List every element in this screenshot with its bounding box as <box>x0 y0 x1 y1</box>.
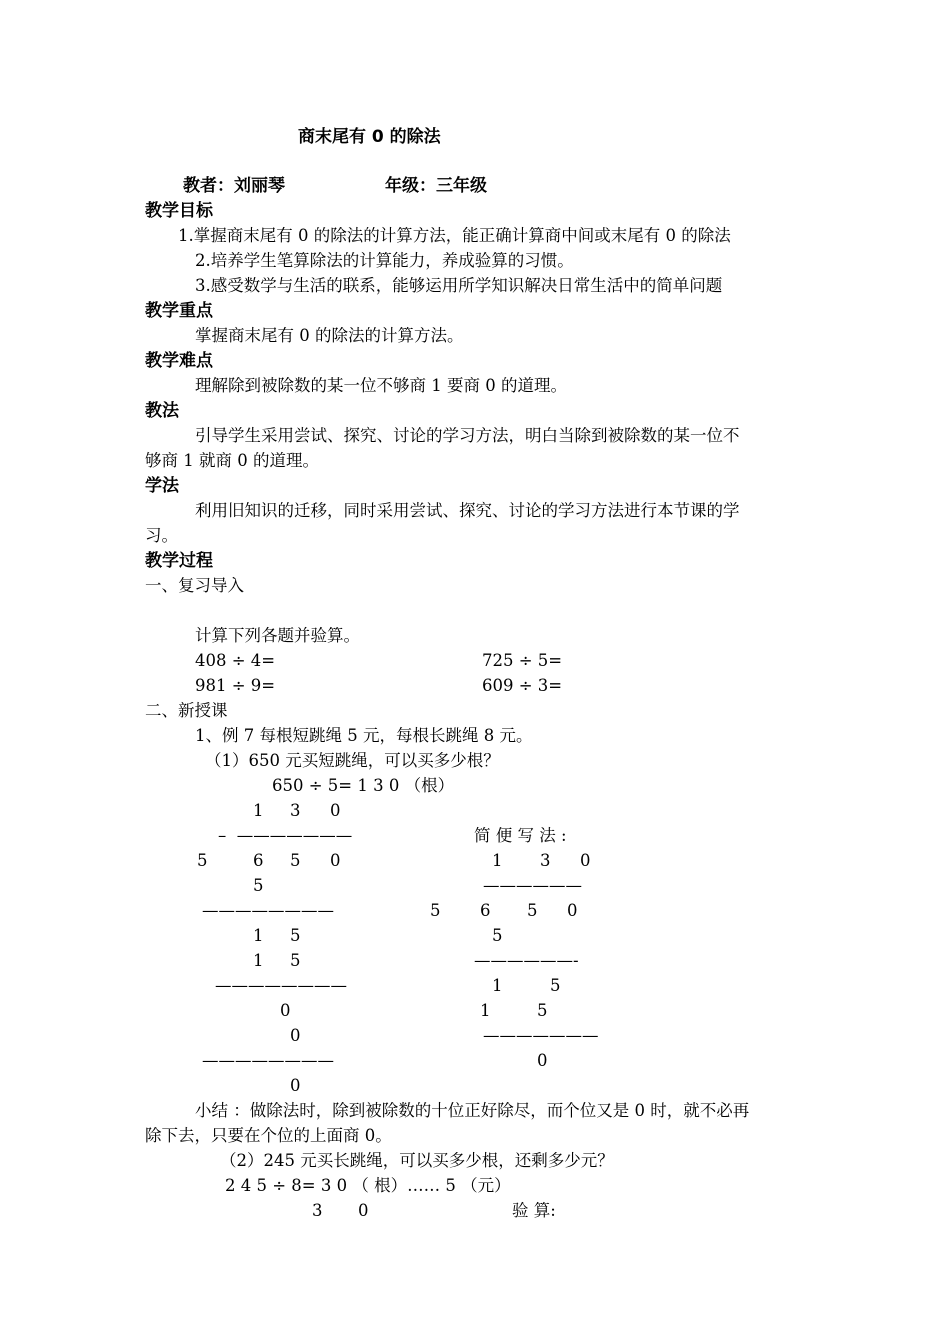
ld-bracket-line: – ——————— <box>218 826 353 845</box>
page-title: 商末尾有 0 的除法 <box>298 127 441 147</box>
ld-dividend-digit: 5 <box>290 851 301 870</box>
key-text: 掌握商末尾有 0 的除法的计算方法。 <box>195 326 464 345</box>
goals-heading: 教学目标 <box>145 201 213 221</box>
grade-label: 年级：三年级 <box>385 176 487 196</box>
ld-dividend-digit: 0 <box>330 851 341 870</box>
q2-quotient-digit: 0 <box>358 1201 369 1220</box>
sd-step: 0 <box>537 1051 548 1070</box>
goal-item-1: 1.掌握商末尾有 0 的除法的计算方法，能正确计算商中间或末尾有 0 的除法 <box>178 226 731 245</box>
exercise-1: 408 ÷ 4= <box>195 651 276 670</box>
teacher-name: 教者：刘丽琴 <box>183 176 285 196</box>
difficulty-heading: 教学难点 <box>145 351 213 371</box>
sd-bracket-line: —————— <box>483 876 582 895</box>
sd-quotient-digit: 0 <box>580 851 591 870</box>
ld-step: 0 <box>290 1076 301 1095</box>
summary-line2: 除下去，只要在个位的上面商 0。 <box>145 1126 392 1145</box>
q2-quotient-digit: 3 <box>312 1201 323 1220</box>
ld-divisor: 5 <box>197 851 208 870</box>
question-1-equation: 650 ÷ 5= 1 3 0 （根） <box>272 776 455 795</box>
sd-quotient-digit: 3 <box>540 851 551 870</box>
section-review-heading: 一、复习导入 <box>145 576 244 595</box>
sd-rule: ——————- <box>474 951 579 970</box>
exercise-3: 981 ÷ 9= <box>195 676 276 695</box>
exercise-4: 609 ÷ 3= <box>482 676 563 695</box>
ld-step: 1 <box>253 926 264 945</box>
ld-dividend-digit: 6 <box>253 851 264 870</box>
ld-rule: ———————— <box>202 901 334 920</box>
ld-quotient-digit: 1 <box>253 801 264 820</box>
learning-method-line1: 利用旧知识的迁移，同时采用尝试、探究、讨论的学习方法进行本节课的学 <box>195 501 740 520</box>
sd-step: 5 <box>537 1001 548 1020</box>
ld-step: 5 <box>290 926 301 945</box>
ld-quotient-digit: 0 <box>330 801 341 820</box>
teaching-method-heading: 教法 <box>145 401 179 421</box>
simple-method-label: 简 便 写 法 : <box>474 826 567 845</box>
key-heading: 教学重点 <box>145 301 213 321</box>
sd-dividend-digit: 0 <box>567 901 578 920</box>
sd-dividend-digit: 5 <box>527 901 538 920</box>
sd-rule: ——————— <box>483 1026 599 1045</box>
sd-step: 5 <box>492 926 503 945</box>
review-intro: 计算下列各题并验算。 <box>195 626 360 645</box>
ld-rule: ———————— <box>215 976 347 995</box>
exercise-2: 725 ÷ 5= <box>482 651 563 670</box>
ld-rule: ———————— <box>202 1051 334 1070</box>
learning-method-heading: 学法 <box>145 476 179 496</box>
ld-step: 0 <box>280 1001 291 1020</box>
sd-step: 5 <box>550 976 561 995</box>
example-7: 1、例 7 每根短跳绳 5 元，每根长跳绳 8 元。 <box>195 726 533 745</box>
goal-item-3: 3.感受数学与生活的联系，能够运用所学知识解决日常生活中的简单问题 <box>195 276 723 295</box>
sd-quotient-digit: 1 <box>492 851 503 870</box>
question-1: （1）650 元买短跳绳，可以买多少根？ <box>205 751 500 770</box>
sd-step: 1 <box>492 976 503 995</box>
question-2: （2）245 元买长跳绳，可以买多少根，还剩多少元？ <box>220 1151 614 1170</box>
summary-line1: 小结 ：做除法时，除到被除数的十位正好除尽，而个位又是 0 时，就不必再 <box>195 1101 750 1120</box>
question-2-equation: 2 4 5 ÷ 8= 3 0 （ 根）…… 5 （元） <box>225 1176 511 1195</box>
section-new-heading: 二、新授课 <box>145 701 228 720</box>
ld-quotient-digit: 3 <box>290 801 301 820</box>
learning-method-line2: 习。 <box>145 526 178 545</box>
sd-divisor: 5 <box>430 901 441 920</box>
ld-step: 5 <box>290 951 301 970</box>
sd-step: 1 <box>480 1001 491 1020</box>
teaching-method-line2: 够商 1 就商 0 的道理。 <box>145 451 319 470</box>
check-label: 验 算: <box>512 1201 556 1220</box>
difficulty-text: 理解除到被除数的某一位不够商 1 要商 0 的道理。 <box>195 376 567 395</box>
process-heading: 教学过程 <box>145 551 213 571</box>
goal-item-2: 2.培养学生笔算除法的计算能力，养成验算的习惯。 <box>195 251 574 270</box>
sd-dividend-digit: 6 <box>480 901 491 920</box>
ld-step: 0 <box>290 1026 301 1045</box>
ld-step: 5 <box>253 876 264 895</box>
ld-step: 1 <box>253 951 264 970</box>
teaching-method-line1: 引导学生采用尝试、探究、讨论的学习方法，明白当除到被除数的某一位不 <box>195 426 740 445</box>
